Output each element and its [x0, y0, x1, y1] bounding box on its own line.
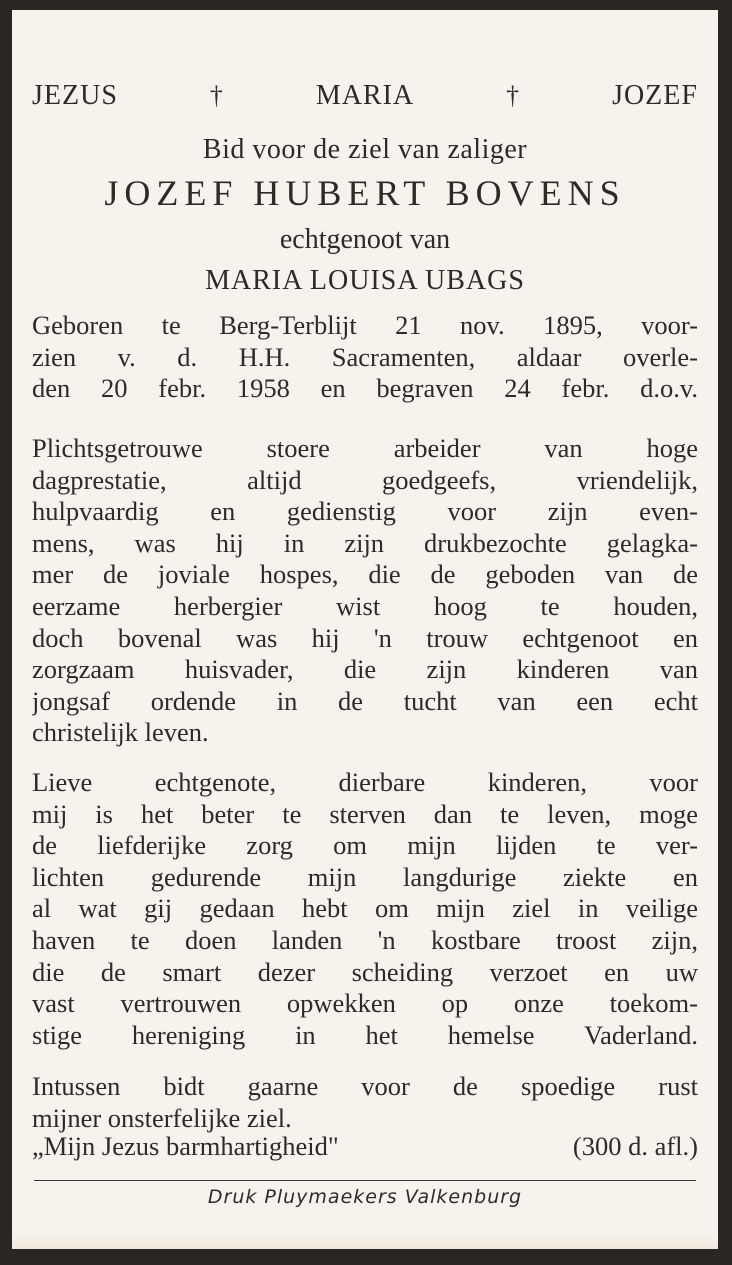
text-line: christelijk leven.: [32, 717, 209, 748]
text-line: zorgzaam huisvader, die zijn kinderen van: [32, 654, 698, 685]
quote-text: „Mijn Jezus barmhartigheid": [32, 1131, 339, 1161]
text-line: mij is het beter te sterven dan te leven, moge: [32, 798, 698, 829]
text-line: mijner onsterfelijke ziel.: [32, 1102, 292, 1133]
text-line: den 20 febr. 1958 en begraven 24 febr. d.o.v.: [32, 373, 698, 404]
text-line: mer de joviale hospes, die de geboden van de: [32, 559, 698, 590]
text-line: Intussen bidt gaarne voor de spoedige rust: [32, 1071, 698, 1101]
spouse-label: echtgenoot van: [279, 224, 451, 255]
tribute-paragraph: [32, 433, 698, 749]
prayer-paragraph: [32, 1071, 698, 1134]
header-maria: MARIA: [315, 80, 415, 111]
text-line: zien v. d. H.H. Sacramenten, aldaar overle-: [32, 341, 698, 372]
text-line: stige hereniging in het hemelse Vaderland.: [32, 1019, 698, 1050]
indulgence-text: (300 d. afl.): [572, 1131, 698, 1161]
header-invocation: [32, 80, 698, 112]
text-line: Plichtsgetrouwe stoere arbeider van hoge: [32, 433, 698, 463]
text-line: haven te doen landen 'n kostbare troost zijn,: [32, 924, 698, 955]
text-line: vast vertrouwen opwekken op onze toekom-: [32, 988, 698, 1019]
text-line: doch bovenal was hij 'n trouw echtgenoot en: [32, 622, 698, 653]
text-line: lichten gedurende mijn langdurige ziekte en: [32, 861, 698, 892]
text-line: eerzame herbergier wist hoog te houden,: [32, 590, 698, 621]
text-line: hulpvaardig en gedienstig voor zijn even-: [32, 496, 698, 527]
text-line: mens, was hij in zijn drukbezochte gelagka-: [32, 527, 698, 558]
header-jezus: JEZUS: [32, 80, 118, 111]
text-line: Geboren te Berg-Terblijt 21 nov. 1895, voor-: [32, 310, 698, 340]
text-line: Lieve echtgenote, dierbare kinderen, voor: [32, 767, 698, 797]
printer-credit: Druk Pluymaekers Valkenburg: [207, 1186, 523, 1208]
cross-icon: †: [209, 81, 224, 110]
header-jozef: JOZEF: [612, 80, 698, 111]
memorial-card: [12, 10, 718, 1249]
cross-icon: †: [506, 81, 521, 110]
deceased-name: JOZEF HUBERT BOVENS: [104, 173, 626, 213]
invocation-text: Bid voor de ziel van zaliger: [202, 134, 528, 165]
text-line: al wat gij gedaan hebt om mijn ziel in veilige: [32, 893, 698, 924]
text-line: de liefderijke zorg om mijn lijden te ver-: [32, 830, 698, 861]
farewell-paragraph: [32, 767, 698, 1051]
text-line: die de smart dezer scheiding verzoet en uw: [32, 956, 698, 987]
text-line: dagprestatie, altijd goedgeefs, vriendelijk,: [32, 464, 698, 495]
life-paragraph: [32, 310, 698, 405]
spouse-name: MARIA LOUISA UBAGS: [205, 265, 525, 296]
closing-quote: [32, 1131, 698, 1163]
text-line: jongsaf ordende in de tucht van een echt: [32, 685, 698, 716]
divider: [34, 1180, 696, 1181]
quote-line: [32, 1131, 698, 1163]
